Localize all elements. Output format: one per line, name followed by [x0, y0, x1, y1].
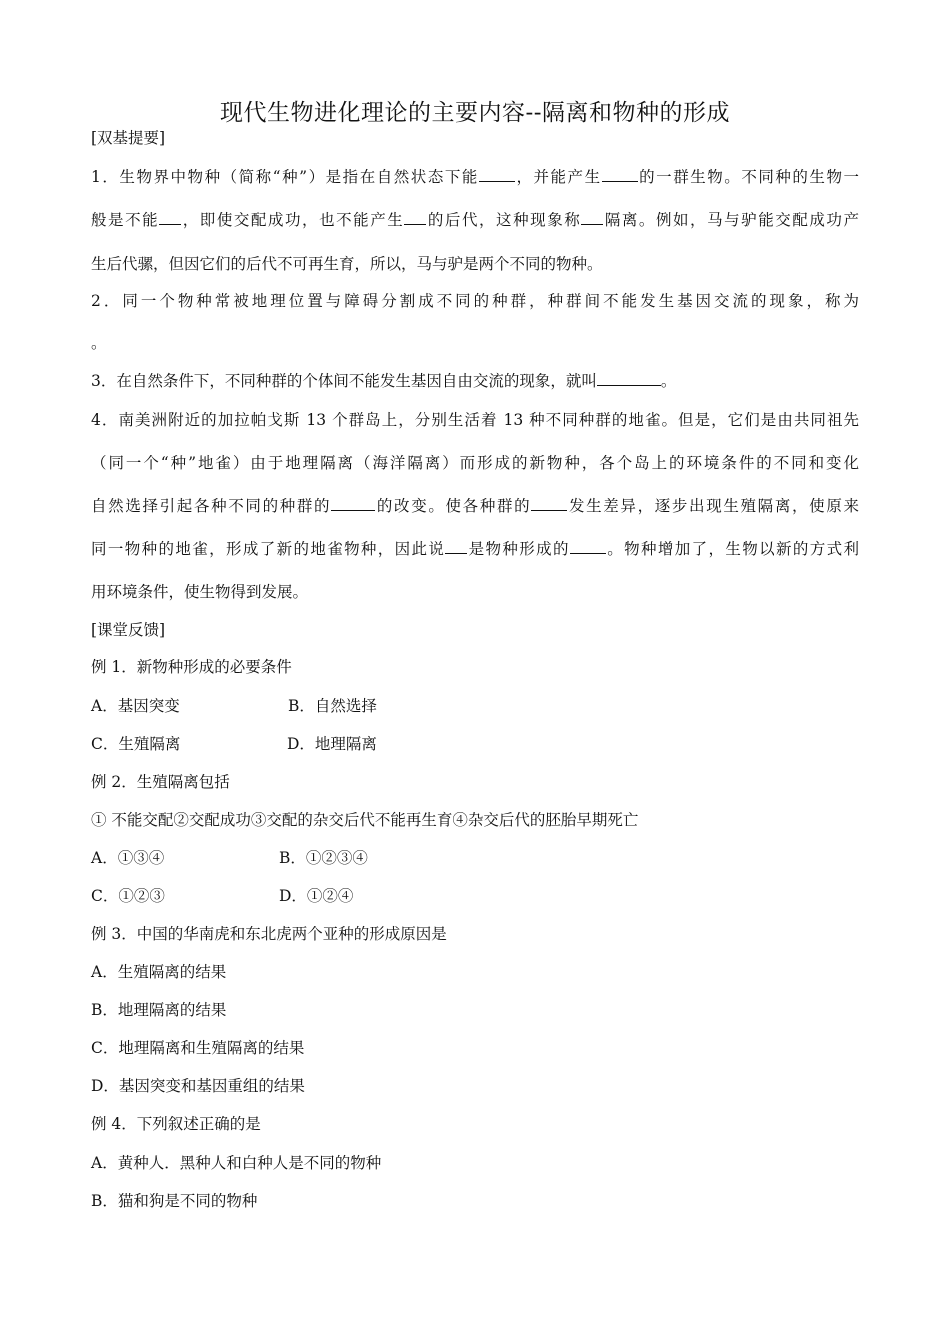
q4-line-1: 4．南美洲附近的加拉帕戈斯 13 个群岛上，分别生活着 13 种不同种群的地雀。但是，它们是由共同祖先 [91, 411, 859, 429]
answer-blank [602, 167, 638, 182]
example-2-option-d: D．①②④ [279, 887, 354, 905]
q4-line-4: 同一物种的地雀，形成了新的地雀物种，因此说 是物种形成的 。物种增加了，生物以新的方式利 [91, 540, 859, 558]
example-2-statements: ① 不能交配②交配成功③交配的杂交后代不能再生育④杂交后代的胚胎早期死亡 [91, 811, 639, 829]
answer-blank [445, 539, 467, 554]
example-1-option-d: D．地理隔离 [287, 735, 377, 753]
q2-line-2: 。 [91, 334, 107, 352]
example-3-option-c: C．地理隔离和生殖隔离的结果 [91, 1039, 305, 1057]
example-4-question: 例 4．下列叙述正确的是 [91, 1115, 261, 1133]
q3-line-1: 3．在自然条件下，不同种群的个体间不能发生基因自由交流的现象，就叫 。 [91, 372, 677, 390]
example-3-option-b: B．地理隔离的结果 [91, 1001, 227, 1019]
q1-line-2: 般是不能 ，即使交配成功，也不能产生 的后代，这种现象称 隔离。例如，马与驴能交配成功产 [91, 211, 859, 229]
answer-blank [531, 496, 567, 511]
answer-blank [597, 371, 661, 386]
answer-blank [581, 210, 603, 225]
q1-line-3: 生后代骡，但因它们的后代不可再生育，所以，马与驴是两个不同的物种。 [91, 255, 603, 273]
example-3-question: 例 3．中国的华南虎和东北虎两个亚种的形成原因是 [91, 925, 447, 943]
q1-line-1: 1．生物界中物种（简称“种”）是指在自然状态下能 ，并能产生 的一群生物。不同种的生物一 [91, 168, 859, 186]
example-4-option-a: A．黄种人．黑种人和白种人是不同的物种 [91, 1154, 382, 1172]
answer-blank [404, 210, 426, 225]
example-3-option-d: D．基因突变和基因重组的结果 [91, 1077, 305, 1095]
answer-blank [159, 210, 181, 225]
example-2-question: 例 2．生殖隔离包括 [91, 773, 230, 791]
section-heading-basics: [双基提要] [91, 129, 166, 147]
q4-line-2: （同一个“种”地雀）由于地理隔离（海洋隔离）而形成的新物种，各个岛上的环境条件的不同和变化 [91, 454, 859, 472]
answer-blank [570, 539, 606, 554]
answer-blank [331, 496, 375, 511]
q4-line-5: 用环境条件，使生物得到发展。 [91, 583, 309, 601]
answer-blank [479, 167, 515, 182]
q2-line-1: 2．同一个物种常被地理位置与障碍分割成不同的种群，种群间不能发生基因交流的现象，称为 [91, 292, 859, 310]
example-3-option-a: A．生殖隔离的结果 [91, 963, 227, 981]
example-1-question: 例 1．新物种形成的必要条件 [91, 658, 292, 676]
page-title: 现代生物进化理论的主要内容--隔离和物种的形成 [219, 100, 731, 126]
example-1-option-c: C．生殖隔离 [91, 735, 181, 753]
example-2-option-b: B．①②③④ [279, 849, 368, 867]
section-heading-feedback: [课堂反馈] [91, 621, 166, 639]
example-1-option-a: A．基因突变 [91, 697, 180, 715]
example-2-option-c: C．①②③ [91, 887, 165, 905]
example-2-option-a: A．①③④ [91, 849, 165, 867]
example-1-option-b: B．自然选择 [288, 697, 377, 715]
q4-line-3: 自然选择引起各种不同的种群的 的改变。使各种群的 发生差异，逐步出现生殖隔离，使原来 [91, 497, 859, 515]
example-4-option-b: B．猫和狗是不同的物种 [91, 1192, 258, 1210]
